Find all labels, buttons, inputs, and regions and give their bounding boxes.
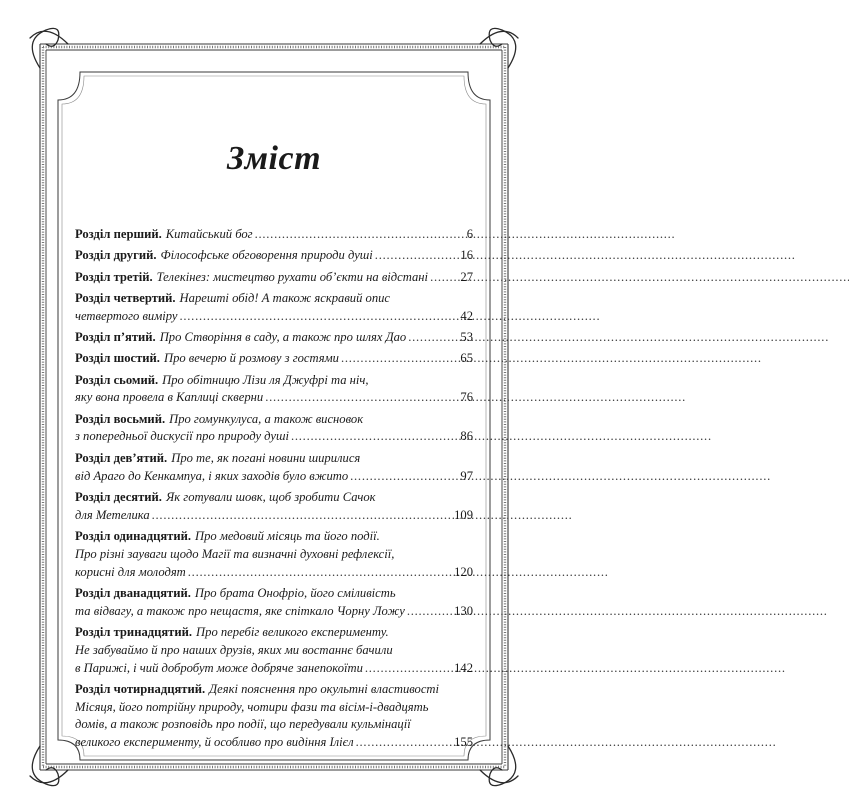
chapter-title: Про вечерю й розмову з гостями: [163, 351, 339, 366]
toc-entry: [75, 329, 473, 347]
dot-leader: [291, 428, 457, 446]
chapter-label: Розділ десятий.: [75, 489, 162, 504]
chapter-title: Деякі пояснення про окультні властивості: [209, 681, 440, 696]
chapter-title: яку вона провела в Каплиці скверни: [75, 390, 264, 405]
dot-leader: [365, 660, 452, 678]
toc-line: [75, 585, 473, 603]
page-number: 53: [460, 329, 473, 344]
toc-line: [75, 489, 473, 507]
chapter-title: з попередньої дискусії про природу душі: [75, 429, 289, 444]
chapter-label: Розділ перший.: [75, 227, 162, 241]
page-number: 97: [460, 468, 473, 483]
toc-line: [75, 372, 473, 390]
chapter-title: Нарешті обід! А також яскравий опис: [179, 290, 391, 305]
chapter-title: Як готували шовк, щоб зробити Сачок: [165, 489, 376, 504]
toc-line: [75, 716, 473, 734]
chapter-title: Не забуваймо й про наших друзів, яких ми востаннє бачили: [75, 642, 393, 657]
chapter-label: Розділ п’ятий.: [75, 329, 156, 344]
toc-line: [75, 660, 473, 678]
chapter-title: Про брата Онофріо, його сміливість: [194, 585, 396, 600]
chapter-label: Розділ другий.: [75, 248, 157, 263]
toc-line: [75, 734, 473, 752]
chapter-title: та відвагу, а також про нещастя, яке спіткало Чорну Ложу: [75, 603, 405, 618]
toc-line: [75, 528, 473, 546]
toc-entry: [75, 489, 473, 525]
chapter-title: четвертого виміру: [75, 308, 178, 323]
chapter-title: Філософське обговорення природи душі: [160, 248, 373, 263]
toc-entry: [75, 226, 473, 244]
chapter-title: від Араго до Кенкампуа, і яких заходів було вжито: [75, 468, 349, 483]
page-title: Зміст: [226, 140, 322, 177]
chapter-label: Розділ чотирнадцятий.: [75, 681, 206, 696]
page-number: 130: [454, 603, 473, 618]
toc-entry: [75, 528, 473, 581]
chapter-title: для Метелика: [75, 507, 150, 522]
toc-entry: [75, 372, 473, 408]
toc-entry: [75, 624, 473, 677]
chapter-title: Місяця, його потрійну природу, чотири фази та вісім-і-двадцять: [75, 699, 429, 714]
dot-leader: [407, 603, 452, 621]
page-number: 6: [466, 227, 473, 241]
dot-leader: [408, 329, 457, 347]
chapter-title: Про різні зауваги щодо Магії та визначні духовні рефлексії,: [75, 546, 395, 561]
toc-entry: [75, 350, 473, 368]
dot-leader: [341, 350, 457, 368]
toc-line: [75, 226, 473, 244]
chapter-title: Про те, як погані новини ширилися: [171, 450, 361, 465]
chapter-title: домів, а також розповідь про події, що передували кульмінації: [75, 717, 411, 732]
dot-leader: [265, 389, 457, 407]
toc-line: [75, 269, 473, 287]
toc-line: [75, 450, 473, 468]
dot-leader: [188, 564, 452, 582]
dot-leader: [152, 507, 452, 525]
dot-leader: [356, 734, 452, 752]
chapter-label: Розділ шостий.: [75, 351, 160, 366]
toc-entry: [75, 585, 473, 621]
toc-entry: [75, 411, 473, 447]
page-number: 16: [460, 248, 473, 263]
dot-leader: [255, 226, 457, 244]
page-number: 109: [454, 507, 473, 522]
toc-entry: [75, 450, 473, 486]
toc-line: [75, 624, 473, 642]
chapter-title: Про обітницю Лізи ля Джуфрі та ніч,: [162, 372, 369, 387]
table-of-contents: [75, 226, 473, 756]
page-number: 65: [460, 351, 473, 366]
page-number: 86: [460, 429, 473, 444]
chapter-label: Розділ четвертий.: [75, 290, 176, 305]
toc-line: [75, 411, 473, 429]
toc-line: [75, 564, 473, 582]
chapter-label: Розділ сьомий.: [75, 372, 159, 387]
toc-line: [75, 389, 473, 407]
chapter-label: Розділ тринадцятий.: [75, 624, 193, 639]
toc-line: [75, 468, 473, 486]
toc-line: [75, 699, 473, 717]
chapter-label: Розділ дев’ятий.: [75, 450, 168, 465]
toc-entry: [75, 247, 473, 265]
page-number: 76: [460, 390, 473, 405]
dot-leader: [430, 269, 457, 287]
toc-line: [75, 681, 473, 699]
toc-entry: [75, 290, 473, 326]
page-number: 142: [454, 660, 473, 675]
dot-leader: [350, 468, 457, 486]
chapter-title: Китайський бог: [165, 227, 253, 241]
toc-line: [75, 290, 473, 308]
toc-entry: [75, 681, 473, 752]
chapter-title: Про Створіння в саду, а також про шлях Дао: [159, 329, 407, 344]
chapter-label: Розділ дванадцятий.: [75, 585, 191, 600]
chapter-label: Розділ третій.: [75, 269, 153, 284]
dot-leader: [179, 308, 457, 326]
dot-leader: [375, 247, 457, 265]
toc-entry: [75, 269, 473, 287]
chapter-title: Про перебіг великого експерименту.: [196, 624, 389, 639]
chapter-title: корисні для молодят: [75, 564, 186, 579]
toc-line: [75, 603, 473, 621]
toc-line: [75, 546, 473, 564]
chapter-title: Телекінез: мистецтво рухати об’єкти на відстані: [156, 269, 429, 284]
page-number: 120: [454, 564, 473, 579]
chapter-title: Про гомункулуса, а також висновок: [169, 411, 364, 426]
chapter-title: в Парижі, і чий добробут може добряче занепокоїти: [75, 660, 363, 675]
toc-line: [75, 329, 473, 347]
toc-line: [75, 350, 473, 368]
chapter-label: Розділ одинадцятий.: [75, 528, 191, 543]
page-number: 27: [460, 269, 473, 284]
toc-line: [75, 247, 473, 265]
page-number: 155: [454, 735, 473, 750]
chapter-label: Розділ восьмий.: [75, 411, 166, 426]
toc-line: [75, 642, 473, 660]
chapter-title: Про медовий місяць та його події.: [195, 528, 380, 543]
chapter-title: великого експерименту, й особливо про видіння Ілієл: [75, 735, 354, 750]
toc-line: [75, 428, 473, 446]
page-number: 42: [460, 308, 473, 323]
toc-line: [75, 308, 473, 326]
toc-line: [75, 507, 473, 525]
